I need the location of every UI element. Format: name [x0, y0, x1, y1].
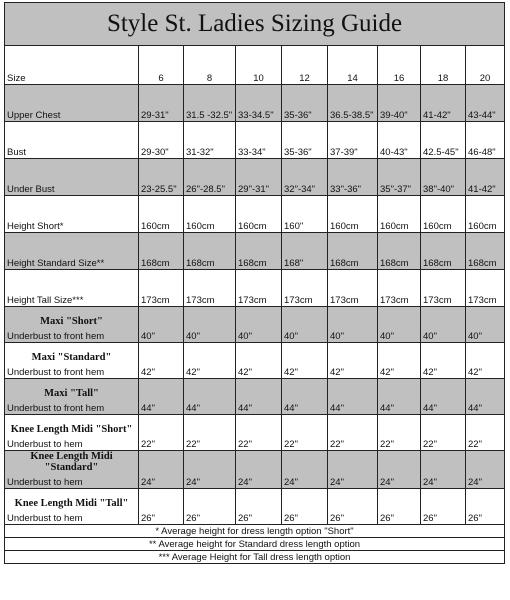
measurement-value: 32"-34": [282, 159, 328, 196]
measurement-value: 39-40": [378, 85, 421, 122]
row-sublabel: Underbust to hem: [7, 513, 83, 524]
measurement-value: 38"-40": [421, 159, 466, 196]
measurement-value: 168cm: [421, 233, 466, 270]
size-header-5: 14: [328, 46, 378, 85]
measurement-value: 37-39": [328, 122, 378, 159]
measurement-row: [5, 343, 505, 379]
measurement-row: [5, 307, 505, 343]
size-header-4: 12: [282, 46, 328, 85]
measurement-value: 168cm: [328, 233, 378, 270]
measurement-value: 42": [466, 343, 505, 379]
measurement-value: 22": [378, 415, 421, 451]
row-sublabel: Underbust to hem: [7, 477, 83, 488]
row-label-cell: Height Short*: [5, 196, 139, 233]
measurement-value: 173cm: [139, 270, 184, 307]
measurement-value: 44": [282, 379, 328, 415]
footnote-3: *** Average Height for Tall dress length option: [5, 551, 505, 564]
measurement-value: 29-31": [139, 85, 184, 122]
size-header-row: [5, 46, 505, 85]
measurement-value: 173cm: [282, 270, 328, 307]
measurement-row: [5, 233, 505, 270]
sizing-guide-table: [4, 2, 505, 564]
row-label-cell: Under Bust: [5, 159, 139, 196]
size-header-6: 16: [378, 46, 421, 85]
measurement-value: 40": [184, 307, 236, 343]
measurement-value: 44": [184, 379, 236, 415]
row-label-cell: [5, 489, 139, 525]
measurement-value: 46-48": [466, 122, 505, 159]
measurement-value: 40-43": [378, 122, 421, 159]
row-heading: Knee Length Midi "Short": [10, 424, 133, 435]
measurement-value: 40": [236, 307, 282, 343]
measurement-value: 36.5-38.5": [328, 85, 378, 122]
size-header-8: 20: [466, 46, 505, 85]
measurement-value: 160cm: [139, 196, 184, 233]
measurement-value: 29"-31": [236, 159, 282, 196]
measurement-row: [5, 122, 505, 159]
measurement-row: [5, 196, 505, 233]
size-header-1: 6: [139, 46, 184, 85]
row-sublabel: Underbust to front hem: [7, 403, 105, 414]
measurement-value: 35-36": [282, 85, 328, 122]
measurement-value: 26": [236, 489, 282, 525]
measurement-value: 35-36": [282, 122, 328, 159]
measurement-value: 24": [466, 451, 505, 489]
measurement-value: 22": [236, 415, 282, 451]
measurement-value: 44": [378, 379, 421, 415]
measurement-value: 42": [421, 343, 466, 379]
measurement-value: 33-34.5": [236, 85, 282, 122]
row-label-cell: Height Standard Size**: [5, 233, 139, 270]
measurement-value: 40": [466, 307, 505, 343]
measurement-value: 26": [421, 489, 466, 525]
measurement-value: 42.5-45": [421, 122, 466, 159]
measurement-value: 29-30": [139, 122, 184, 159]
guide-title: Style St. Ladies Sizing Guide: [5, 3, 505, 46]
measurement-value: 44": [139, 379, 184, 415]
measurement-value: 24": [139, 451, 184, 489]
measurement-value: 23-25.5": [139, 159, 184, 196]
measurement-row: [5, 270, 505, 307]
measurement-row: [5, 489, 505, 525]
measurement-value: 173cm: [184, 270, 236, 307]
measurement-value: 33-34": [236, 122, 282, 159]
measurement-value: 24": [184, 451, 236, 489]
measurement-value: 26": [139, 489, 184, 525]
row-label-cell: [5, 343, 139, 379]
row-heading: Knee Length Midi "Standard": [30, 451, 113, 473]
measurement-value: 42": [328, 343, 378, 379]
measurement-value: 42": [139, 343, 184, 379]
measurement-value: 40": [328, 307, 378, 343]
measurement-value: 160cm: [328, 196, 378, 233]
measurement-row: [5, 159, 505, 196]
measurement-value: 40": [282, 307, 328, 343]
measurement-value: 24": [328, 451, 378, 489]
measurement-value: 42": [184, 343, 236, 379]
measurement-value: 160cm: [421, 196, 466, 233]
measurement-value: 26": [466, 489, 505, 525]
measurement-value: 22": [282, 415, 328, 451]
measurement-value: 31.5 -32.5": [184, 85, 236, 122]
measurement-value: 26": [282, 489, 328, 525]
measurement-value: 26": [328, 489, 378, 525]
row-label-cell: [5, 379, 139, 415]
row-heading: Maxi "Tall": [44, 388, 99, 399]
measurement-value: 22": [421, 415, 466, 451]
measurement-row: [5, 379, 505, 415]
measurement-value: 24": [282, 451, 328, 489]
row-sublabel: Underbust to hem: [7, 439, 83, 450]
measurement-value: 168cm: [466, 233, 505, 270]
measurement-value: 24": [421, 451, 466, 489]
row-heading: Maxi "Standard": [31, 352, 112, 363]
footnote-row: [5, 538, 505, 551]
measurement-value: 160": [282, 196, 328, 233]
measurement-value: 42": [236, 343, 282, 379]
row-heading: Knee Length Midi "Tall": [14, 498, 129, 509]
row-label-cell: Upper Chest: [5, 85, 139, 122]
measurement-value: 22": [139, 415, 184, 451]
size-header-7: 18: [421, 46, 466, 85]
row-heading: Maxi "Short": [40, 316, 103, 327]
row-label-cell: [5, 307, 139, 343]
measurement-value: 168cm: [378, 233, 421, 270]
row-label-cell: Height Tall Size***: [5, 270, 139, 307]
measurement-value: 173cm: [466, 270, 505, 307]
measurement-value: 26": [184, 489, 236, 525]
measurement-value: 33"-36": [328, 159, 378, 196]
measurement-value: 44": [328, 379, 378, 415]
measurement-value: 168cm: [184, 233, 236, 270]
measurement-value: 44": [236, 379, 282, 415]
measurement-value: 40": [378, 307, 421, 343]
measurement-value: 160cm: [466, 196, 505, 233]
measurement-value: 168": [282, 233, 328, 270]
measurement-value: 43-44": [466, 85, 505, 122]
measurement-value: 24": [378, 451, 421, 489]
measurement-value: 44": [421, 379, 466, 415]
measurement-value: 44": [466, 379, 505, 415]
measurement-value: 26": [378, 489, 421, 525]
size-header-2: 8: [184, 46, 236, 85]
row-label-cell: Bust: [5, 122, 139, 159]
measurement-row: [5, 451, 505, 489]
footnote-1: * Average height for dress length option "Short": [5, 525, 505, 538]
measurement-value: 42": [378, 343, 421, 379]
measurement-value: 24": [236, 451, 282, 489]
measurement-value: 42": [282, 343, 328, 379]
row-sublabel: Underbust to front hem: [7, 367, 105, 378]
measurement-value: 40": [421, 307, 466, 343]
measurement-value: 168cm: [236, 233, 282, 270]
measurement-value: 41-42": [421, 85, 466, 122]
measurement-value: 160cm: [378, 196, 421, 233]
measurement-value: 160cm: [236, 196, 282, 233]
measurement-value: 160cm: [184, 196, 236, 233]
footnote-row: [5, 551, 505, 564]
row-label-cell: [5, 415, 139, 451]
measurement-value: 26"-28.5": [184, 159, 236, 196]
footnote-2: ** Average height for Standard dress length option: [5, 538, 505, 551]
measurement-row: [5, 415, 505, 451]
measurement-value: 173cm: [328, 270, 378, 307]
measurement-value: 173cm: [378, 270, 421, 307]
measurement-value: 168cm: [139, 233, 184, 270]
measurement-row: [5, 85, 505, 122]
row-sublabel: Underbust to front hem: [7, 331, 105, 342]
measurement-value: 35"-37": [378, 159, 421, 196]
footnote-row: [5, 525, 505, 538]
measurement-value: 22": [466, 415, 505, 451]
measurement-value: 173cm: [421, 270, 466, 307]
measurement-value: 31-32": [184, 122, 236, 159]
row-label-cell: [5, 451, 139, 489]
size-header-label: Size: [5, 46, 139, 85]
title-row: [5, 3, 505, 46]
measurement-value: 173cm: [236, 270, 282, 307]
measurement-value: 22": [184, 415, 236, 451]
measurement-value: 40": [139, 307, 184, 343]
size-header-3: 10: [236, 46, 282, 85]
measurement-value: 22": [328, 415, 378, 451]
measurement-value: 41-42": [466, 159, 505, 196]
